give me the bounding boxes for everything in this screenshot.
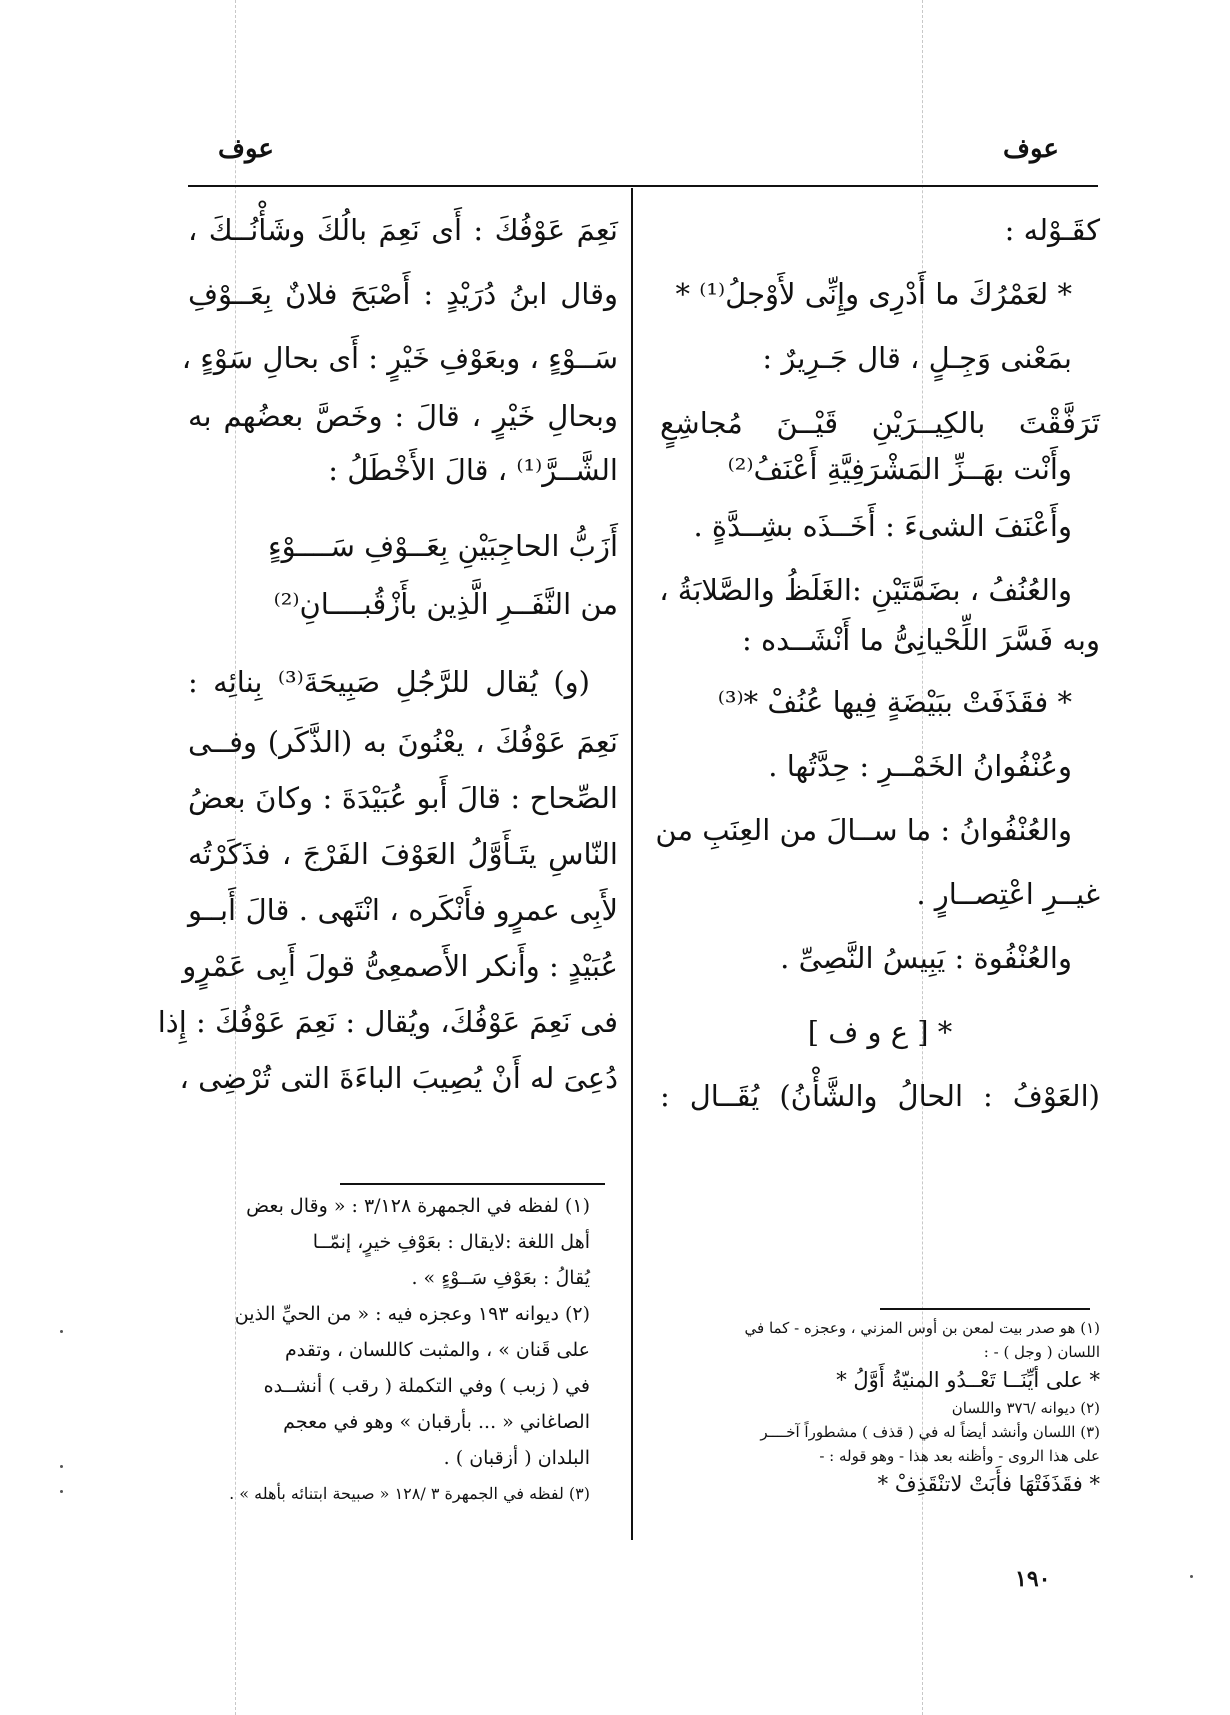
text-line: والعُنْفُوة : يَبِيسُ النَّصِىِّ . bbox=[780, 941, 1072, 975]
scan-speck bbox=[60, 1465, 63, 1468]
footnote-line: أهل اللغة :لايقال : بعَوْفِ خيرٍ، إنمّــا bbox=[312, 1231, 590, 1253]
text-line: النّاسِ يتَـأَوَّلُ العَوْفَ الفَرْجَ ، فذَكَرْتُه bbox=[188, 837, 618, 871]
footnote-verse: * فقَذَفَتْهَا فأَبَتْ لاتنْقَذِفْ * bbox=[877, 1472, 1100, 1496]
footnote-line: على قَنان » ، والمثبت كاللسان ، وتقدم bbox=[285, 1339, 590, 1361]
verse-line: * لعَمْرُكَ ما أَدْرِى وإِنِّى لأَوْجلُ⁽¹⁾ * bbox=[675, 277, 1072, 311]
header-rule bbox=[188, 185, 1098, 187]
scan-speck bbox=[1190, 1575, 1193, 1578]
footnote-line: اللسان ( وجل ) - : bbox=[983, 1343, 1100, 1361]
footnote-line: (١) هو صدر بيت لمعن بن أوس المزني ، وعجزه - كما في bbox=[744, 1319, 1100, 1337]
left-footnotes bbox=[150, 1188, 590, 1512]
text-line: عُبَيْدٍ : وأَنكر الأَصمعِىُّ قولَ أَبِى عَمْرٍو bbox=[182, 949, 618, 983]
text-line: كقَـوْله : bbox=[1004, 213, 1100, 247]
text-line: نَعِمَ عَوْفُكَ : أَى نَعِمَ بالُكَ وشَأْنُــكَ ، bbox=[188, 213, 618, 247]
header-root-right: عوف bbox=[1003, 134, 1059, 164]
right-column bbox=[655, 198, 1100, 1128]
text-line: الشَّــرَّ⁽¹⁾ ، قالَ الأَخْطَلُ : bbox=[328, 453, 618, 487]
text-line: (و) يُقال للرَّجُلِ صَبِيحَةَ⁽³⁾ بِنائِه : bbox=[188, 665, 590, 699]
entry-heading: * [ ع و ف ] bbox=[807, 1015, 953, 1049]
text-line: وعُنْفُوانُ الخَمْــرِ : حِدَّتُها . bbox=[768, 749, 1072, 783]
footnote-rule bbox=[880, 1308, 1090, 1310]
text-line: غيــرِ اعْتِصــارٍ . bbox=[916, 877, 1100, 911]
text-line: دُعِىَ له أَنْ يُصِيبَ الباءَةَ التى تُرْضِى ، bbox=[179, 1061, 618, 1095]
footnote-line: (٣) لفظه في الجمهرة ٣ /١٢٨ « صبيحة ابتنائه بأهله » . bbox=[229, 1484, 590, 1503]
verse-line: أَزَبُّ الحاجِبَيْنِ بِعَــوْفِ سَــــوْءٍ bbox=[268, 529, 618, 563]
column-divider bbox=[631, 188, 633, 1540]
page-number: ١٩٠ bbox=[1015, 1566, 1051, 1592]
entry-start: (العَوْفُ : الحالُ والشَّأْنُ) يُقَــال : bbox=[660, 1079, 1100, 1113]
footnote-line: على هذا الروى - وأظنه بعد هذا - وهو قوله : - bbox=[819, 1447, 1100, 1465]
text-line: وبه فَسَّرَ اللِّحْيانِىُّ ما أَنْشَــده : bbox=[741, 623, 1100, 657]
footnote-line: (٢) ديوانه ١٩٣ وعجزه فيه : « من الحيِّ الذين bbox=[234, 1303, 590, 1325]
verse-line: من النَّفَــرِ الَّذِين بأَزْقُبــــانِ⁽²⁾ bbox=[273, 587, 618, 621]
text-line: الصِّحاح : قالَ أَبو عُبَيْدَةَ : وكانَ بعضُ bbox=[188, 781, 618, 815]
header-root-left: عوف bbox=[218, 134, 274, 164]
verse-line: * فقَذَفَتْ ببَيْضَةٍ فِيها عُنُفْ *⁽³⁾ bbox=[717, 685, 1072, 719]
footnote-rule bbox=[340, 1183, 605, 1185]
footnote-line: البلدان ( أزقبان ) . bbox=[443, 1447, 590, 1469]
verse-line: وأَنْت بهَــزِّ المَشْرَفِيَّةِ أَعْنَفُ⁽²⁾ bbox=[727, 452, 1072, 486]
text-line: فى نَعِمَ عَوْفُكَ، ويُقال : نَعِمَ عَوْفُكَ : إِذا bbox=[157, 1005, 618, 1039]
text-line: لأَبِى عمرٍو فأَنْكَره ، انْتَهى . قالَ أَبــو bbox=[188, 893, 618, 927]
text-line: بمَعْنى وَجِـلٍ ، قال جَـرِيرٌ : bbox=[762, 341, 1072, 375]
footnote-line: يُقالُ : بعَوْفِ سَــوْءٍ » . bbox=[411, 1267, 590, 1289]
text-line: والعُنُفُ ، بضَمَّتَيْنِ :الغَلَظُ والصَّلابَةُ ، bbox=[659, 573, 1072, 607]
text-line: وقال ابنُ دُرَيْدٍ : أَصْبَحَ فلانٌ بِعَــوْفِ bbox=[188, 277, 618, 311]
verse-line: تَرَفَّقْتَ بالكِيــرَيْنِ قَيْــنَ مُجاشِعٍ bbox=[660, 406, 1100, 440]
footnote-line: (٣) اللسان وأنشد أيضاً له في ( قذف ) مشطوراً آخــــر bbox=[760, 1423, 1100, 1441]
left-column bbox=[157, 198, 618, 1106]
footnote-verse: * على أيِّنَــا تَعْــدُو المنيّةُ أَوَّلُ * bbox=[836, 1368, 1100, 1392]
text-line: نَعِمَ عَوْفُكَ ، يعْنُونَ به (الذَّكَر) وفــى bbox=[188, 725, 618, 759]
footnote-line: (١) لفظه في الجمهرة ٣/١٢٨ : « وقال بعض bbox=[246, 1195, 590, 1217]
footnote-line: في ( زبب ) وفي التكملة ( رقب ) أنشــده bbox=[263, 1375, 590, 1397]
text-line: وبحالِ خَيْرٍ ، قالَ : وخَصَّ بعضُهم به bbox=[188, 399, 618, 433]
scan-speck bbox=[60, 1330, 63, 1333]
scan-speck bbox=[60, 1490, 63, 1493]
text-line: وأَعْنَفَ الشىءَ : أَخَــذَه بشِــدَّةٍ . bbox=[693, 509, 1072, 543]
footnote-line: (٢) ديوانه /٣٧٦ واللسان bbox=[951, 1399, 1100, 1417]
footnote-line: الصاغاني « ... بأرقبان » وهو في معجم bbox=[283, 1411, 590, 1433]
text-line: والعُنْفُوانُ : ما ســالَ من العِنَبِ من bbox=[655, 813, 1072, 847]
text-line: سَــوْءٍ ، وبعَوْفِ خَيْرٍ : أَى بحالِ سَوْءٍ ، bbox=[181, 341, 618, 375]
right-footnotes bbox=[660, 1316, 1100, 1500]
